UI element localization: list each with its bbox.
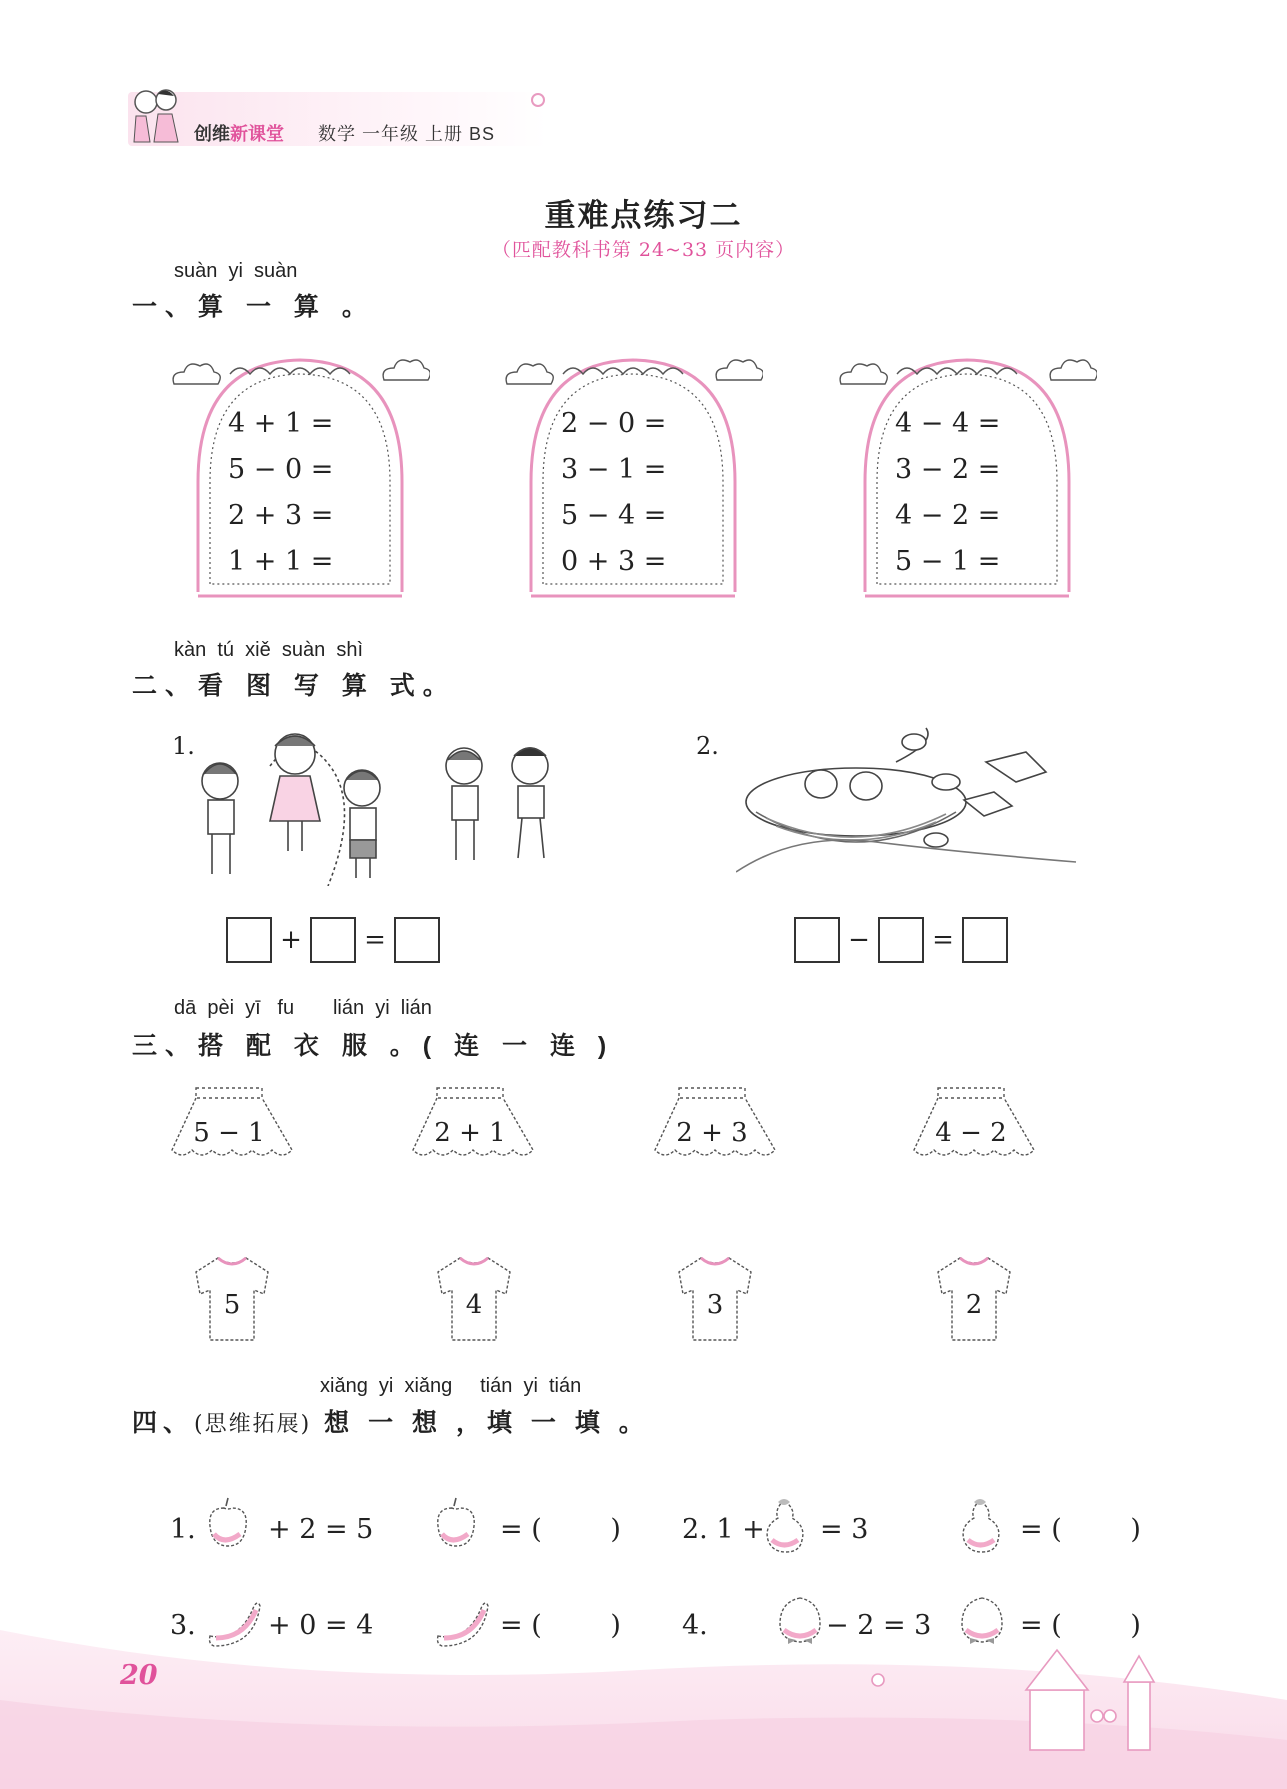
calc-expression: 2 + 3 = [228,500,334,531]
equals-sign: = [364,925,386,955]
answer-blank[interactable]: = ( ) [500,1514,621,1545]
answer-box[interactable] [226,917,272,963]
page-header [128,84,548,148]
fruit-icon-wrap [204,1494,262,1560]
shirt-card[interactable] [675,1254,755,1344]
answer-blank[interactable]: = ( ) [1020,1514,1141,1545]
plus-sign: + [280,925,302,955]
problem-equation: + 0 = 4 [268,1610,374,1641]
children-skipping-picture [190,726,580,886]
calc-card [503,352,763,602]
calc-expression: 4 − 4 = [895,408,1001,439]
calc-expression: 5 − 1 = [895,546,1001,577]
skirt-card[interactable] [164,1084,294,1164]
brand-name: 创维新课堂 [194,124,284,144]
picture2-number: 2. [696,732,719,760]
section3-heading: 三、搭 配 衣 服 。( 连 一 连 ) [132,1032,615,1060]
section4-pinyin: xiǎng yi xiǎng tián yi tián [320,1375,582,1397]
flower-icon [528,90,548,110]
answer-box[interactable] [794,917,840,963]
problem-number: 4. [682,1610,708,1641]
pear-icon [758,1494,816,1556]
problem-number: 1. [170,1514,196,1545]
problem-equation: = 3 [820,1514,869,1545]
kids-logo-icon [128,84,188,150]
calc-expression: 5 − 0 = [228,454,334,485]
calc-card [837,352,1097,602]
problem-number: 3. [170,1610,196,1641]
fruit-icon-wrap [758,1494,816,1560]
picture1-number: 1. [172,732,195,760]
problem-equation: − 2 = 3 [826,1610,932,1641]
shirt-number: 2 [965,1290,983,1320]
fruit-icon-wrap [432,1494,490,1560]
section1-heading: 一、算 一 算 。 [132,293,375,321]
problem-number: 2. 1 + [682,1514,765,1545]
answer-blank[interactable]: = ( ) [500,1610,621,1641]
page-subtitle: （匹配教科书第 24~33 页内容） [491,239,796,261]
calc-expression: 4 − 2 = [895,500,1001,531]
shirt-card[interactable] [434,1254,514,1344]
pear-icon [954,1494,1012,1556]
calc-expression: 5 − 4 = [561,500,667,531]
answer-box[interactable] [394,917,440,963]
equation1-row [226,917,440,963]
section3-pinyin: dā pèi yī fu lián yi lián [174,997,432,1019]
equals-sign: = [932,925,954,955]
footer-wave [0,1600,1287,1789]
calc-expression: 0 + 3 = [561,546,667,577]
equation2-row [794,917,1008,963]
shirt-number: 3 [706,1290,724,1320]
calc-expression: 2 − 0 = [561,408,667,439]
skirt-expression: 2 + 3 [676,1118,748,1148]
minus-sign: − [848,925,870,955]
answer-blank[interactable]: = ( ) [1020,1610,1141,1641]
answer-box[interactable] [878,917,924,963]
shirt-number: 5 [223,1290,241,1320]
skirt-card[interactable] [647,1084,777,1164]
book-info: 数学 一年级 上册 BS [318,124,496,144]
skirt-expression: 2 + 1 [434,1118,506,1148]
apple-icon [204,1494,262,1556]
answer-box[interactable] [310,917,356,963]
skirt-card[interactable] [405,1084,535,1164]
section2-heading: 二、看 图 写 算 式。 [132,672,456,700]
skirt-expression: 5 − 1 [193,1118,265,1148]
problem-equation: + 2 = 5 [268,1514,374,1545]
apple-icon [432,1494,490,1556]
calc-expression: 4 + 1 = [228,408,334,439]
skirt-card[interactable] [906,1084,1036,1164]
calc-expression: 3 − 2 = [895,454,1001,485]
calc-card [170,352,430,602]
shirt-card[interactable] [934,1254,1014,1344]
page-title: 重难点练习二 [544,198,743,233]
section2-pinyin: kàn tú xiě suàn shì [174,639,363,661]
answer-box[interactable] [962,917,1008,963]
birds-nest-picture [736,722,1082,882]
shirt-number: 4 [465,1290,483,1320]
section4-heading: 四、(思维拓展) 想 一 想 ，填 一 填 。 [132,1409,650,1437]
shirt-card[interactable] [192,1254,272,1344]
page-number: 20 [120,1660,158,1691]
section1-pinyin: suàn yi suàn [174,260,298,282]
fruit-icon-wrap [954,1494,1012,1560]
calc-expression: 1 + 1 = [228,546,334,577]
calc-expression: 3 − 1 = [561,454,667,485]
skirt-expression: 4 − 2 [935,1118,1007,1148]
